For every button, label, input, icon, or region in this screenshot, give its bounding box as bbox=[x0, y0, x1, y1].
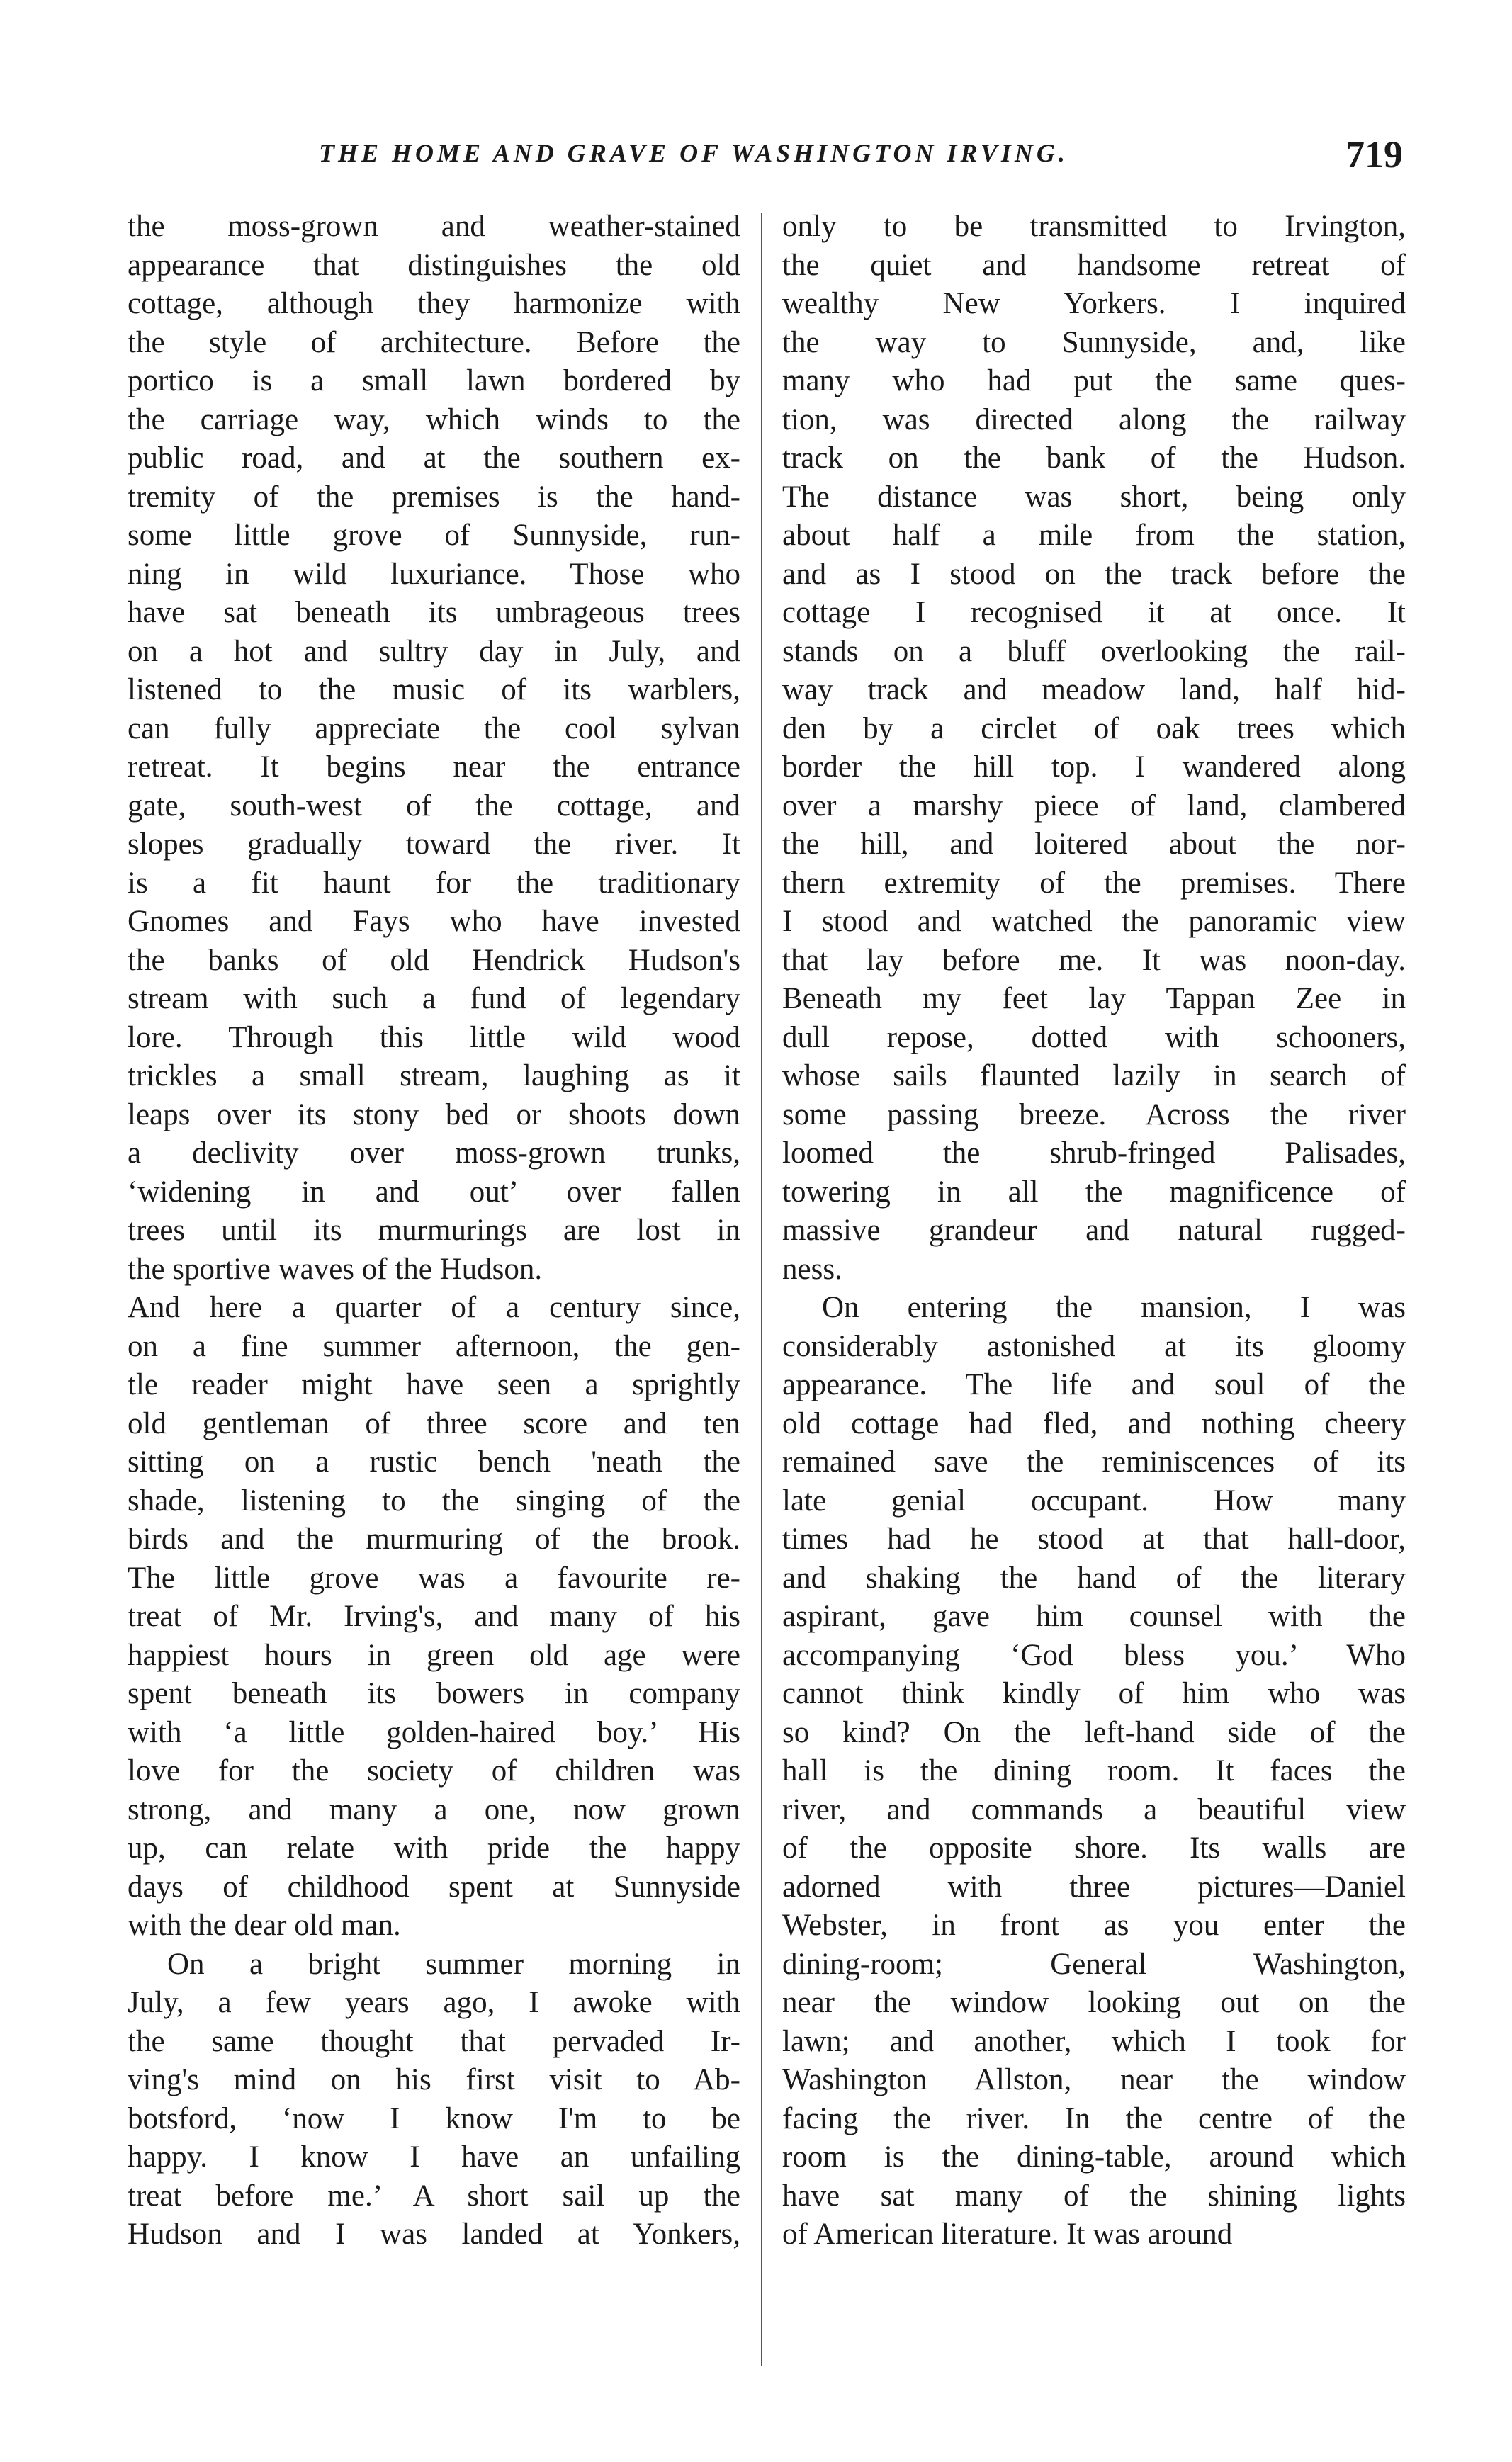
text-line: and shaking the hand of the literary bbox=[782, 1561, 1406, 1595]
text-line: the way to Sunnyside, and, like bbox=[782, 325, 1406, 359]
text-line: way track and meadow land, half hid- bbox=[782, 673, 1406, 706]
text-line: ness. bbox=[782, 1252, 842, 1286]
text-line: treat before me.’ A short sail up the bbox=[128, 2179, 740, 2213]
text-line: late genial occupant. How many bbox=[782, 1484, 1406, 1518]
text-line: strong, and many a one, now grown bbox=[128, 1792, 740, 1826]
text-line: cottage I recognised it at once. It bbox=[782, 596, 1406, 629]
text-line: sitting on a rustic bench 'neath the bbox=[128, 1445, 740, 1479]
text-line: room is the dining-table, around which bbox=[782, 2140, 1406, 2174]
text-line: Webster, in front as you enter the bbox=[782, 1909, 1406, 1942]
text-line: trickles a small stream, laughing as it bbox=[128, 1059, 740, 1092]
column-divider bbox=[761, 213, 762, 2366]
text-line: remained save the reminiscences of its bbox=[782, 1445, 1406, 1479]
text-line: slopes gradually toward the river. It bbox=[128, 828, 740, 861]
text-line: Gnomes and Fays who have invested bbox=[128, 905, 740, 938]
text-line: Washington Allston, near the window bbox=[782, 2063, 1406, 2096]
text-line: the hill, and loitered about the nor- bbox=[782, 828, 1406, 861]
text-line: appearance that distinguishes the old bbox=[128, 248, 740, 282]
text-line: wealthy New Yorkers. I inquired bbox=[782, 287, 1406, 320]
text-line: accompanying ‘God bless you.’ Who bbox=[782, 1638, 1406, 1672]
text-line: so kind? On the left-hand side of the bbox=[782, 1715, 1406, 1749]
text-line: den by a circlet of oak trees which bbox=[782, 711, 1406, 745]
text-line: adorned with three pictures—Daniel bbox=[782, 1870, 1406, 1904]
text-line: of American literature. It was around bbox=[782, 2218, 1233, 2251]
text-line: love for the society of children was bbox=[128, 1754, 740, 1788]
page-header bbox=[128, 133, 1403, 179]
text-line: the same thought that pervaded Ir- bbox=[128, 2024, 740, 2058]
text-line: July, a few years ago, I awoke with bbox=[128, 1986, 740, 2019]
text-line: and as I stood on the track before the bbox=[782, 557, 1406, 591]
text-line: thern extremity of the premises. There bbox=[782, 866, 1406, 900]
text-line: retreat. It begins near the entrance bbox=[128, 750, 740, 784]
right-column bbox=[782, 208, 1406, 2254]
text-line: the moss-grown and weather-stained bbox=[128, 210, 740, 243]
text-line: trees until its murmurings are lost in bbox=[128, 1214, 740, 1247]
text-line: the sportive waves of the Hudson. bbox=[128, 1252, 543, 1286]
text-line: the carriage way, which winds to the bbox=[128, 402, 740, 436]
text-line: cannot think kindly of him who was bbox=[782, 1677, 1406, 1710]
text-line: stands on a bluff overlooking the rail- bbox=[782, 634, 1406, 668]
text-line: only to be transmitted to Irvington, bbox=[782, 210, 1406, 243]
text-line: with ‘a little golden-haired boy.’ His bbox=[128, 1715, 740, 1749]
text-line: is a fit haunt for the traditionary bbox=[128, 866, 740, 900]
text-line: times had he stood at that hall-door, bbox=[782, 1523, 1406, 1556]
text-line: Hudson and I was landed at Yonkers, bbox=[128, 2218, 740, 2251]
page-number: 719 bbox=[1345, 133, 1403, 176]
text-line: ning in wild luxuriance. Those who bbox=[128, 557, 740, 591]
text-line: on a hot and sultry day in July, and bbox=[128, 634, 740, 668]
text-line: massive grandeur and natural rugged- bbox=[782, 1214, 1406, 1247]
text-line: loomed the shrub-fringed Palisades, bbox=[782, 1136, 1406, 1170]
text-line: have sat many of the shining lights bbox=[782, 2179, 1406, 2213]
text-line: tremity of the premises is the hand- bbox=[128, 480, 740, 514]
text-line: shade, listening to the singing of the bbox=[128, 1484, 740, 1518]
text-line: ving's mind on his first visit to Ab- bbox=[128, 2063, 740, 2096]
text-line: old gentleman of three score and ten bbox=[128, 1406, 740, 1440]
text-line: On a bright summer morning in bbox=[167, 1947, 740, 1981]
text-line: some passing breeze. Across the river bbox=[782, 1097, 1406, 1131]
text-line: treat of Mr. Irving's, and many of his bbox=[128, 1600, 740, 1633]
text-line: dining-room; General Washington, bbox=[782, 1947, 1406, 1981]
text-line: the quiet and handsome retreat of bbox=[782, 248, 1406, 282]
text-line: hall is the dining room. It faces the bbox=[782, 1754, 1406, 1788]
text-line: listened to the music of its warblers, bbox=[128, 673, 740, 706]
text-line: Beneath my feet lay Tappan Zee in bbox=[782, 982, 1406, 1015]
running-title: THE HOME AND GRAVE OF WASHINGTON IRVING. bbox=[319, 139, 1068, 167]
text-line: with the dear old man. bbox=[128, 1909, 401, 1942]
text-line: the style of architecture. Before the bbox=[128, 325, 740, 359]
text-line: can fully appreciate the cool sylvan bbox=[128, 711, 740, 745]
text-line: public road, and at the southern ex- bbox=[128, 441, 740, 475]
text-line: some little grove of Sunnyside, run- bbox=[128, 519, 740, 552]
text-line: a declivity over moss-grown trunks, bbox=[128, 1136, 740, 1170]
text-line: aspirant, gave him counsel with the bbox=[782, 1600, 1406, 1633]
text-line: birds and the murmuring of the brook. bbox=[128, 1523, 740, 1556]
text-line: gate, south-west of the cottage, and bbox=[128, 789, 740, 823]
text-line: The distance was short, being only bbox=[782, 480, 1406, 514]
text-line: near the window looking out on the bbox=[782, 1986, 1406, 2019]
text-line: old cottage had fled, and nothing cheery bbox=[782, 1406, 1406, 1440]
text-line: ‘widening in and out’ over fallen bbox=[128, 1175, 740, 1209]
text-line: over a marshy piece of land, clambered bbox=[782, 789, 1406, 823]
text-line: And here a quarter of a century since, bbox=[128, 1291, 740, 1324]
text-line: lore. Through this little wild wood bbox=[128, 1020, 740, 1054]
text-line: portico is a small lawn bordered by bbox=[128, 364, 740, 397]
text-line: that lay before me. It was noon-day. bbox=[782, 943, 1406, 977]
text-line: the banks of old Hendrick Hudson's bbox=[128, 943, 740, 977]
text-line: about half a mile from the station, bbox=[782, 519, 1406, 552]
text-line: up, can relate with pride the happy bbox=[128, 1831, 740, 1865]
text-line: cottage, although they harmonize with bbox=[128, 287, 740, 320]
text-line: happy. I know I have an unfailing bbox=[128, 2140, 740, 2174]
text-line: river, and commands a beautiful view bbox=[782, 1792, 1406, 1826]
text-line: border the hill top. I wandered along bbox=[782, 750, 1406, 784]
text-line: tle reader might have seen a sprightly bbox=[128, 1368, 740, 1401]
text-line: happiest hours in green old age were bbox=[128, 1638, 740, 1672]
text-line: On entering the mansion, I was bbox=[822, 1291, 1406, 1324]
text-line: days of childhood spent at Sunnyside bbox=[128, 1870, 740, 1904]
text-line: many who had put the same ques- bbox=[782, 364, 1406, 397]
text-line: on a fine summer afternoon, the gen- bbox=[128, 1329, 740, 1363]
text-line: lawn; and another, which I took for bbox=[782, 2024, 1406, 2058]
text-line: facing the river. In the centre of the bbox=[782, 2101, 1406, 2135]
text-line: tion, was directed along the railway bbox=[782, 402, 1406, 436]
text-line: towering in all the magnificence of bbox=[782, 1175, 1406, 1209]
text-line: I stood and watched the panoramic view bbox=[782, 905, 1406, 938]
text-line: dull repose, dotted with schooners, bbox=[782, 1020, 1406, 1054]
text-line: have sat beneath its umbrageous trees bbox=[128, 596, 740, 629]
text-line: appearance. The life and soul of the bbox=[782, 1368, 1406, 1401]
text-line: considerably astonished at its gloomy bbox=[782, 1329, 1406, 1363]
text-line: botsford, ‘now I know I'm to be bbox=[128, 2101, 740, 2135]
text-line: stream with such a fund of legendary bbox=[128, 982, 740, 1015]
text-line: leaps over its stony bed or shoots down bbox=[128, 1097, 740, 1131]
text-line: of the opposite shore. Its walls are bbox=[782, 1831, 1406, 1865]
text-line: The little grove was a favourite re- bbox=[128, 1561, 740, 1595]
text-line: whose sails flaunted lazily in search of bbox=[782, 1059, 1406, 1092]
text-line: track on the bank of the Hudson. bbox=[782, 441, 1406, 475]
left-column bbox=[128, 208, 740, 2254]
text-line: spent beneath its bowers in company bbox=[128, 1677, 740, 1710]
